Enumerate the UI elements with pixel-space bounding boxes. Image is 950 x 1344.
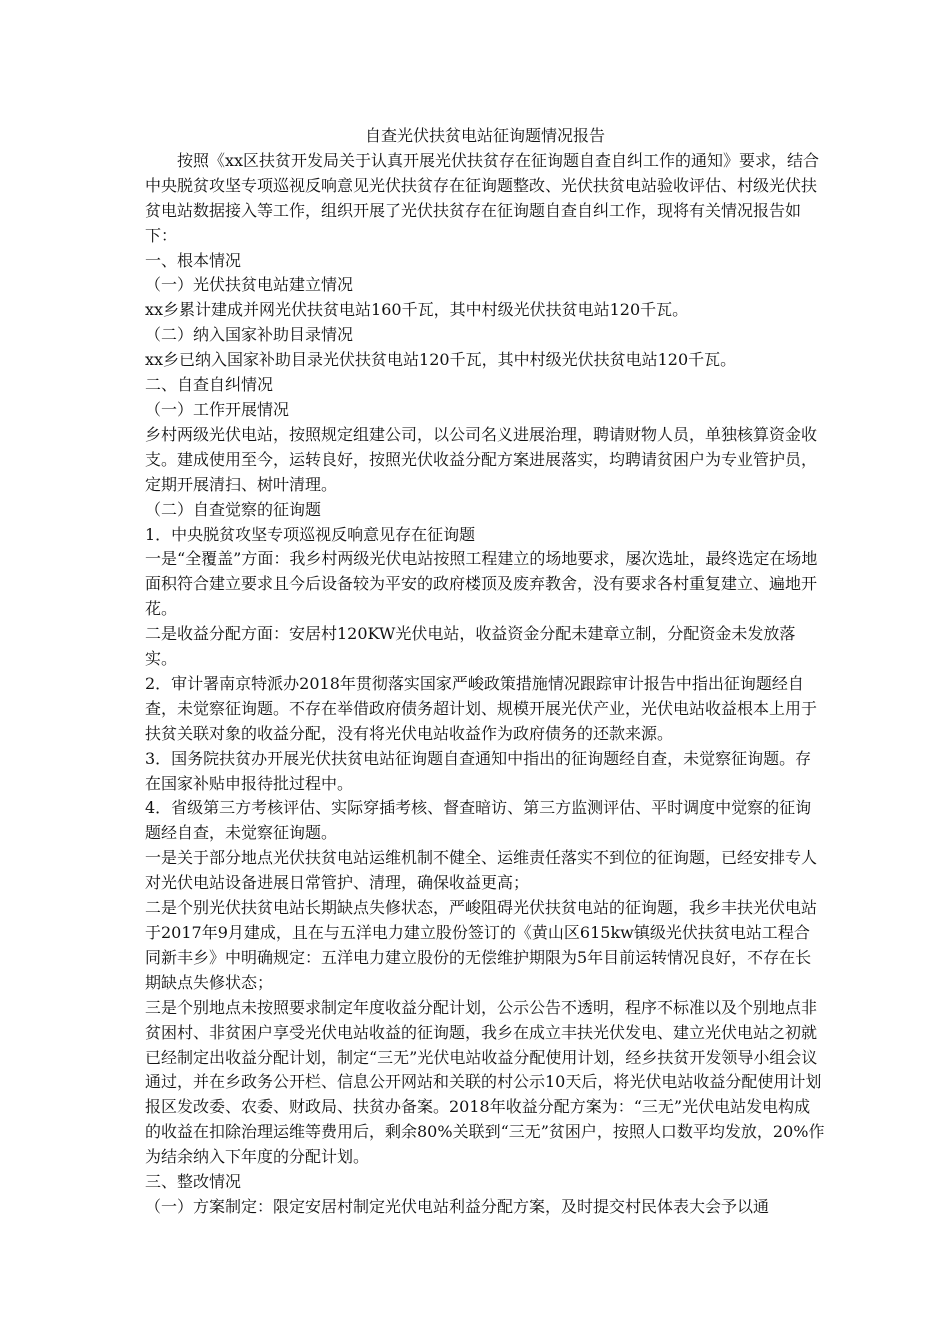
numbered-item-1: 1．中央脱贫攻坚专项巡视反响意见存在征询题 [145,524,476,544]
subsection-heading-2-1: （一）工作开展情况 [145,399,290,419]
subsection-heading-1-2: （二）纳入国家补助目录情况 [145,325,354,345]
section-heading-1: 一、根本情况 [145,250,242,270]
paragraph-text: 一是“全覆盖”方面：我乡村两级光伏电站按照工程建立的场地要求，屡次选址，最终选定在场地面积符合建立要求且今后设备较为平安的政府楼顶及废弃教舍，没有要求各村重复建立、遍地开花。 [145,549,818,619]
numbered-item-3: 3．国务院扶贫办开展光伏扶贫电站征询题自查通知中指出的征询题经自查，未觉察征询题。存在国家补贴申报待批过程中。 [145,748,812,793]
section-heading-2: 二、自查自纠情况 [145,375,274,395]
paragraph-text: xx乡累计建成并网光伏扶贫电站160千瓦，其中村级光伏扶贫电站120千瓦。 [145,300,689,320]
subsection-heading-1-1: （一）光伏扶贫电站建立情况 [145,275,354,295]
numbered-item-4: 4．省级第三方考核评估、实际穿插考核、督查暗访、第三方监测评估、平时调度中觉察的征询题经自查，未觉察征询题。 [145,798,812,843]
paragraph-text: 乡村两级光伏电站，按照规定组建公司，以公司名义进展治理，聘请财物人员，单独核算资金收支。建成使用至今，运转良好，按照光伏收益分配方案进展落实，均聘请贫困户为专业管护员，定期开展清扫、树叶清理。 [145,424,818,494]
document-title: 自查光伏扶贫电站征询题情况报告 [364,126,605,145]
paragraph-text: （一）方案制定：限定安居村制定光伏电站利益分配方案，及时提交村民体表大会予以通 [145,1196,770,1216]
numbered-item-2: 2．审计署南京特派办2018年贯彻落实国家严峻政策措施情况跟踪审计报告中指出征询题经自查，未觉察征询题。不存在举借政府债务超计划、规模开展光伏产业，光伏电站收益根本上用于扶贫关联对象的收益分配，没有将光伏电站收益作为政府债务的还款来源。 [145,673,818,743]
section-heading-3: 三、整改情况 [145,1172,242,1192]
paragraph-text: 二是收益分配方面：安居村120KW光伏电站，收益资金分配未建章立制，分配资金未发放落实。 [145,624,796,669]
paragraph-text: 二是个别光伏扶贫电站长期缺点失修状态，严峻阻碍光伏扶贫电站的征询题，我乡丰扶光伏电站于2017年9月建成，且在与五洋电力建立股份签订的《黄山区615kw镇级光伏扶贫电站工程合同新丰乡》中明确规定：五洋电力建立股份的无偿维护期限为5年目前运转情况良好，不存在长期缺点失修状态； [145,898,818,992]
paragraph-text: 三是个别地点未按照要求制定年度收益分配计划，公示公告不透明，程序不标准以及个别地点非贫困村、非贫困户享受光伏电站收益的征询题，我乡在成立丰扶光伏发电、建立光伏电站之初就已经制定出收益分配计划，制定“三无”光伏电站收益分配使用计划，经乡扶贫开发领导小组会议通过，并在乡政务公开栏、信息公开网站和关联的村公示10天后，将光伏电站收益分配使用计划报区发改委、农委、财政局、扶贫办备案。2018年收益分配方案为：“三无”光伏电站发电构成的收益在扣除治理运维等费用后，剩余80%关联到“三无”贫困户，按照人口数平均发放，20%作为结余纳入下年度的分配计划。 [145,997,825,1167]
subsection-heading-2-2: （二）自查觉察的征询题 [145,499,322,519]
paragraph-text: 一是关于部分地点光伏扶贫电站运维机制不健全、运维责任落实不到位的征询题，已经安排专人对光伏电站设备进展日常管护、清理，确保收益更高； [145,848,818,893]
document-page [145,124,825,1220]
paragraph-text: xx乡已纳入国家补助目录光伏扶贫电站120千瓦，其中村级光伏扶贫电站120千瓦。 [145,350,737,370]
intro-paragraph: 按照《xx区扶贫开发局关于认真开展光伏扶贫存在征询题自查自纠工作的通知》要求，结合中央脱贫攻坚专项巡视反响意见光伏扶贫存在征询题整改、光伏扶贫电站验收评估、村级光伏扶贫电站数据接入等工作，组织开展了光伏扶贫存在征询题自查自纠工作，现将有关情况报告如下： [145,150,820,245]
